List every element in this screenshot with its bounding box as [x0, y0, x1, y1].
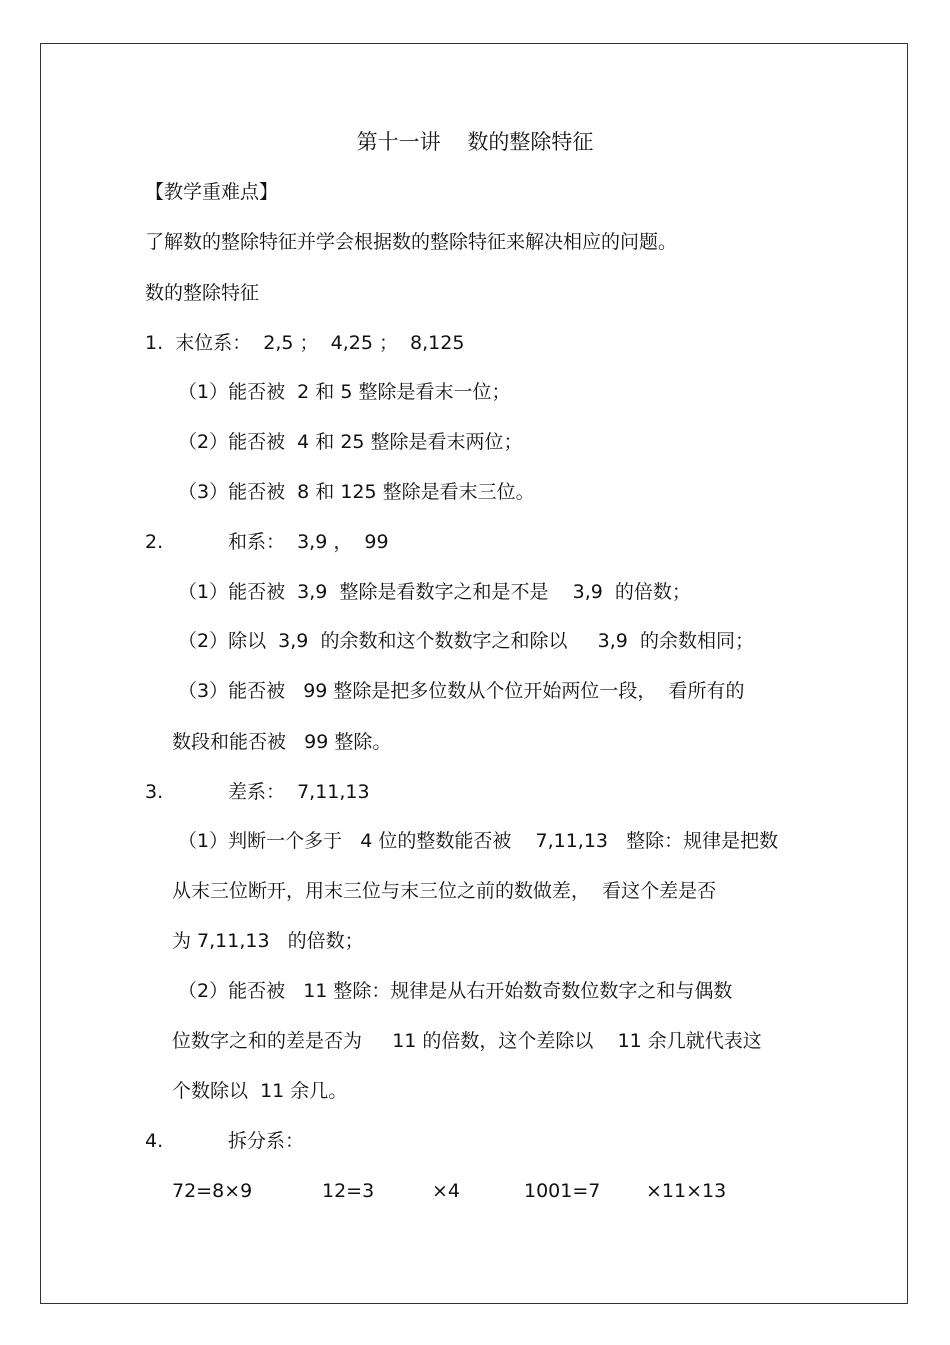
formula-part-12: 12=3 — [322, 1180, 375, 1202]
formula-part-1001: 1001=7 — [524, 1180, 601, 1202]
item2-sub3-line2: 数段和能否被 99 整除。 — [172, 731, 392, 753]
item3-sub1-line3: 为 7,11,13 的倍数； — [172, 930, 364, 952]
item2-header: 和系： 3,9 ， 99 — [228, 531, 389, 553]
formula-part-times11-13: ×11×13 — [646, 1180, 727, 1202]
item1-sub1: （1）能否被 2 和 5 整除是看末一位； — [178, 381, 511, 403]
item3-sub1-line1: （1）判断一个多于 4 位的整数能否被 7,11,13 整除：规律是把数 — [178, 830, 779, 852]
item3-sub2-line3: 个数除以 11 余几。 — [172, 1080, 348, 1102]
item4-header: 拆分系： — [228, 1130, 305, 1152]
key-points-heading: 【教学重难点】 — [145, 181, 279, 203]
item1-sub2: （2）能否被 4 和 25 整除是看末两位； — [178, 431, 523, 453]
page-title: 第十一讲 数的整除特征 — [356, 130, 594, 154]
item3-number: 3. — [145, 781, 164, 803]
item3-sub2-line1: （2）能否被 11 整除：规律是从右开始数奇数位数字之和与偶数 — [178, 980, 733, 1002]
item2-number: 2. — [145, 531, 164, 553]
item2-sub2: （2）除以 3,9 的余数和这个数数字之和除以 3,9 的余数相同； — [178, 630, 754, 652]
item1-header: 1. 末位系： 2,5 ； 4,25 ； 8,125 — [145, 332, 465, 354]
formula-part-72: 72=8×9 — [172, 1180, 253, 1202]
item3-sub2-line2: 位数字之和的差是否为 11 的倍数，这个差除以 11 余几就代表这 — [172, 1030, 762, 1052]
item3-header: 差系： 7,11,13 — [228, 781, 370, 803]
formula-part-times4: ×4 — [432, 1180, 461, 1202]
item2-sub1: （1）能否被 3,9 整除是看数字之和是不是 3,9 的倍数； — [178, 581, 691, 603]
item4-number: 4. — [145, 1130, 164, 1152]
item1-sub3: （3）能否被 8 和 125 整除是看末三位。 — [178, 481, 535, 503]
item2-sub3-line1: （3）能否被 99 整除是把多位数从个位开始两位一段， 看所有的 — [178, 680, 745, 702]
objective-text: 了解数的整除特征并学会根据数的整除特征来解决相应的问题。 — [145, 231, 678, 253]
section-heading: 数的整除特征 — [145, 282, 260, 304]
item3-sub1-line2: 从末三位断开，用末三位与末三位之前的数做差， 看这个差是否 — [172, 880, 717, 902]
